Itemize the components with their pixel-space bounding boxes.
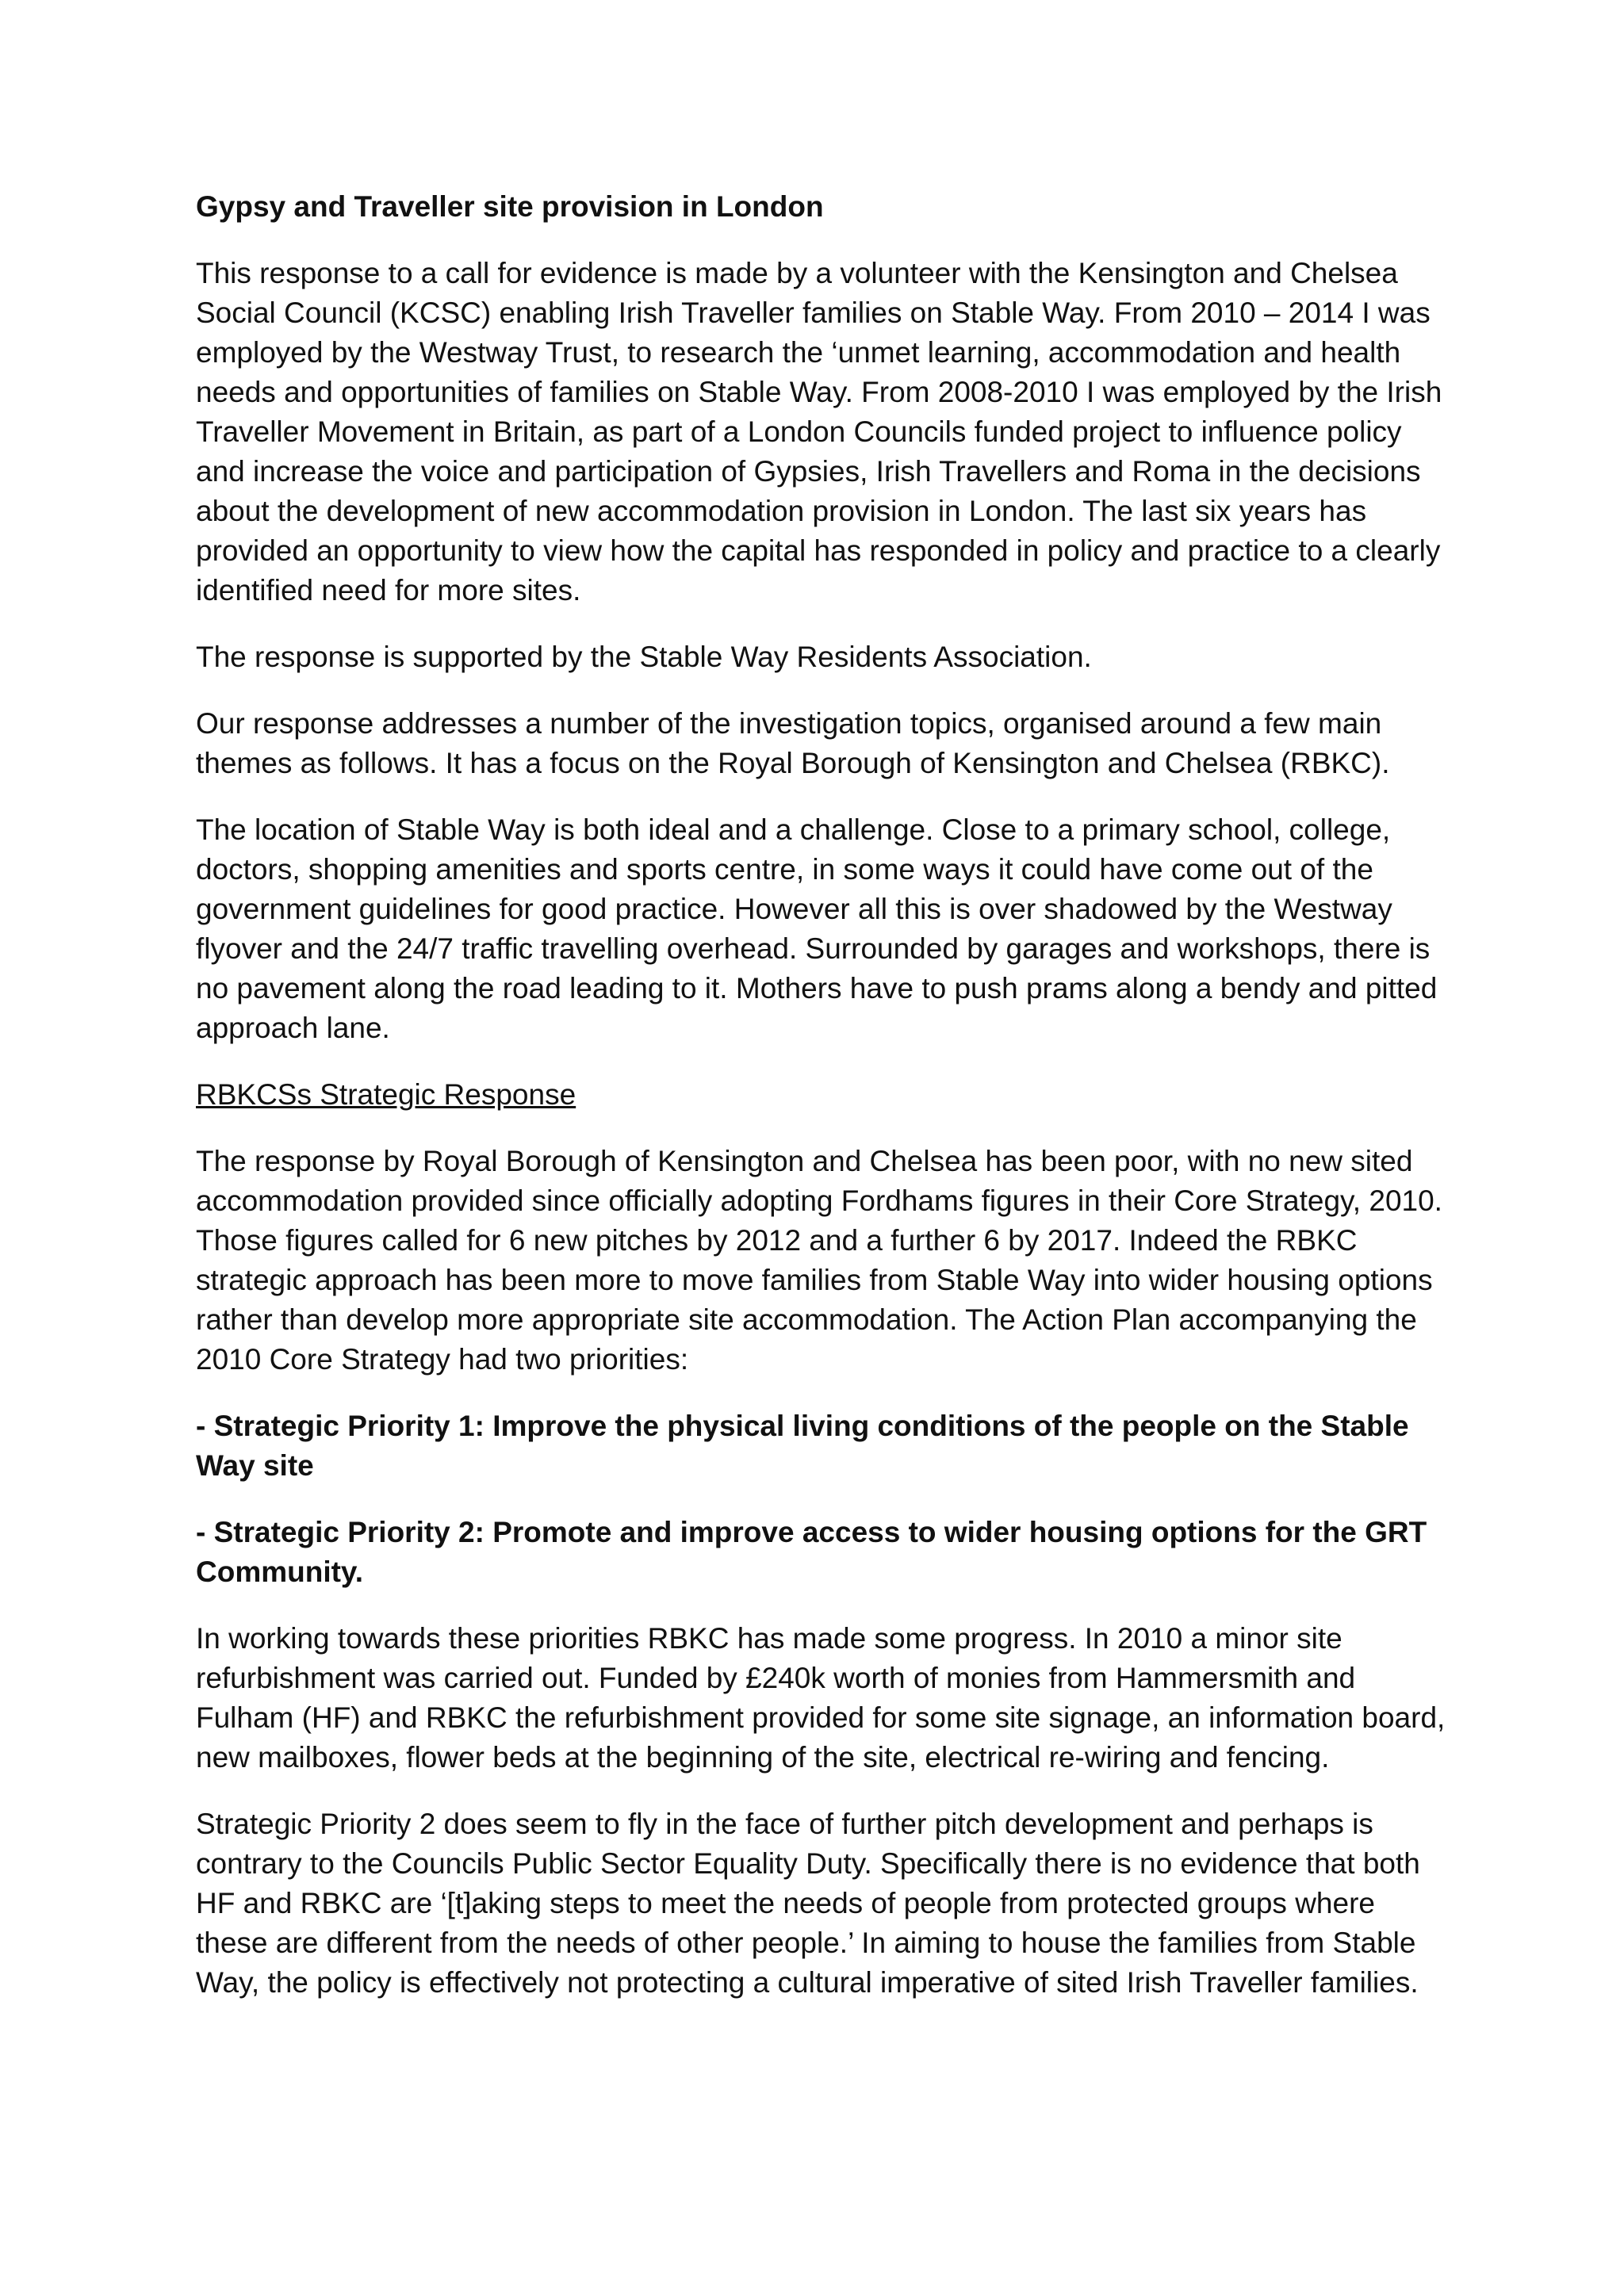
strategic-priority-2: - Strategic Priority 2: Promote and improve access to wider housing options for the GRT Community. (196, 1516, 1427, 1588)
paragraph-priority2-discussion: Strategic Priority 2 does seem to fly in the face of further pitch development and perhaps is contrary to the Councils Public Sector Equality Duty. Specifically there is no evidence that both HF and RBKC are ‘[t]aking steps to meet the needs of people from protected groups where these are different from the needs of other people.’ In aiming to house the families from Stable Way, the policy is effectively not protecting a cultural imperative of sited Irish Traveller families. (196, 1808, 1420, 1999)
strategic-priority-1: - Strategic Priority 1: Improve the physical living conditions of the people on the Stable Way site (196, 1410, 1409, 1482)
paragraph-support: The response is supported by the Stable Way Residents Association. (196, 641, 1092, 673)
paragraph-progress: In working towards these priorities RBKC has made some progress. In 2010 a minor site refurbishment was carried out. Funded by £240k worth of monies from Hammersmith and Fulham (HF) and RBKC the refurbishment provided for some site signage, an information board, new mailboxes, flower beds at the beginning of the site, electrical re-wiring and fencing. (196, 1622, 1446, 1774)
paragraph-response: The response by Royal Borough of Kensington and Chelsea has been poor, with no new sited accommodation provided since officially adopting Fordhams figures in their Core Strategy, 2010. Those figures called for 6 new pitches by 2012 and a further 6 by 2017. Indeed the RBKC strategic approach has been more to move families from Stable Way into wider housing options rather than develop more appropriate site accommodation. The Action Plan accompanying the 2010 Core Strategy had two priorities: (196, 1145, 1442, 1376)
document-title: Gypsy and Traveller site provision in London (196, 190, 824, 223)
document-page (196, 187, 1449, 2030)
paragraph-intro: This response to a call for evidence is made by a volunteer with the Kensington and Chelsea Social Council (KCSC) enabling Irish Traveller families on Stable Way. From 2010 – 2014 I was employed by the Westway Trust, to research the ‘unmet learning, accommodation and health needs and opportunities of families on Stable Way. From 2008-2010 I was employed by the Irish Traveller Movement in Britain, as part of a London Councils funded project to influence policy and increase the voice and participation of Gypsies, Irish Travellers and Roma in the decisions about the development of new accommodation provision in London. The last six years has provided an opportunity to view how the capital has responded in policy and practice to a clearly identified need for more sites. (196, 257, 1442, 607)
paragraph-themes: Our response addresses a number of the investigation topics, organised around a few main themes as follows. It has a focus on the Royal Borough of Kensington and Chelsea (RBKC). (196, 707, 1390, 779)
section-heading: RBKCSs Strategic Response (196, 1078, 576, 1111)
paragraph-location: The location of Stable Way is both ideal and a challenge. Close to a primary school, college, doctors, shopping amenities and sports centre, in some ways it could have come out of the government guidelines for good practice. However all this is over shadowed by the Westway flyover and the 24/7 traffic travelling overhead. Surrounded by garages and workshops, there is no pavement along the road leading to it. Mothers have to push prams along a bendy and pitted approach lane. (196, 813, 1438, 1044)
